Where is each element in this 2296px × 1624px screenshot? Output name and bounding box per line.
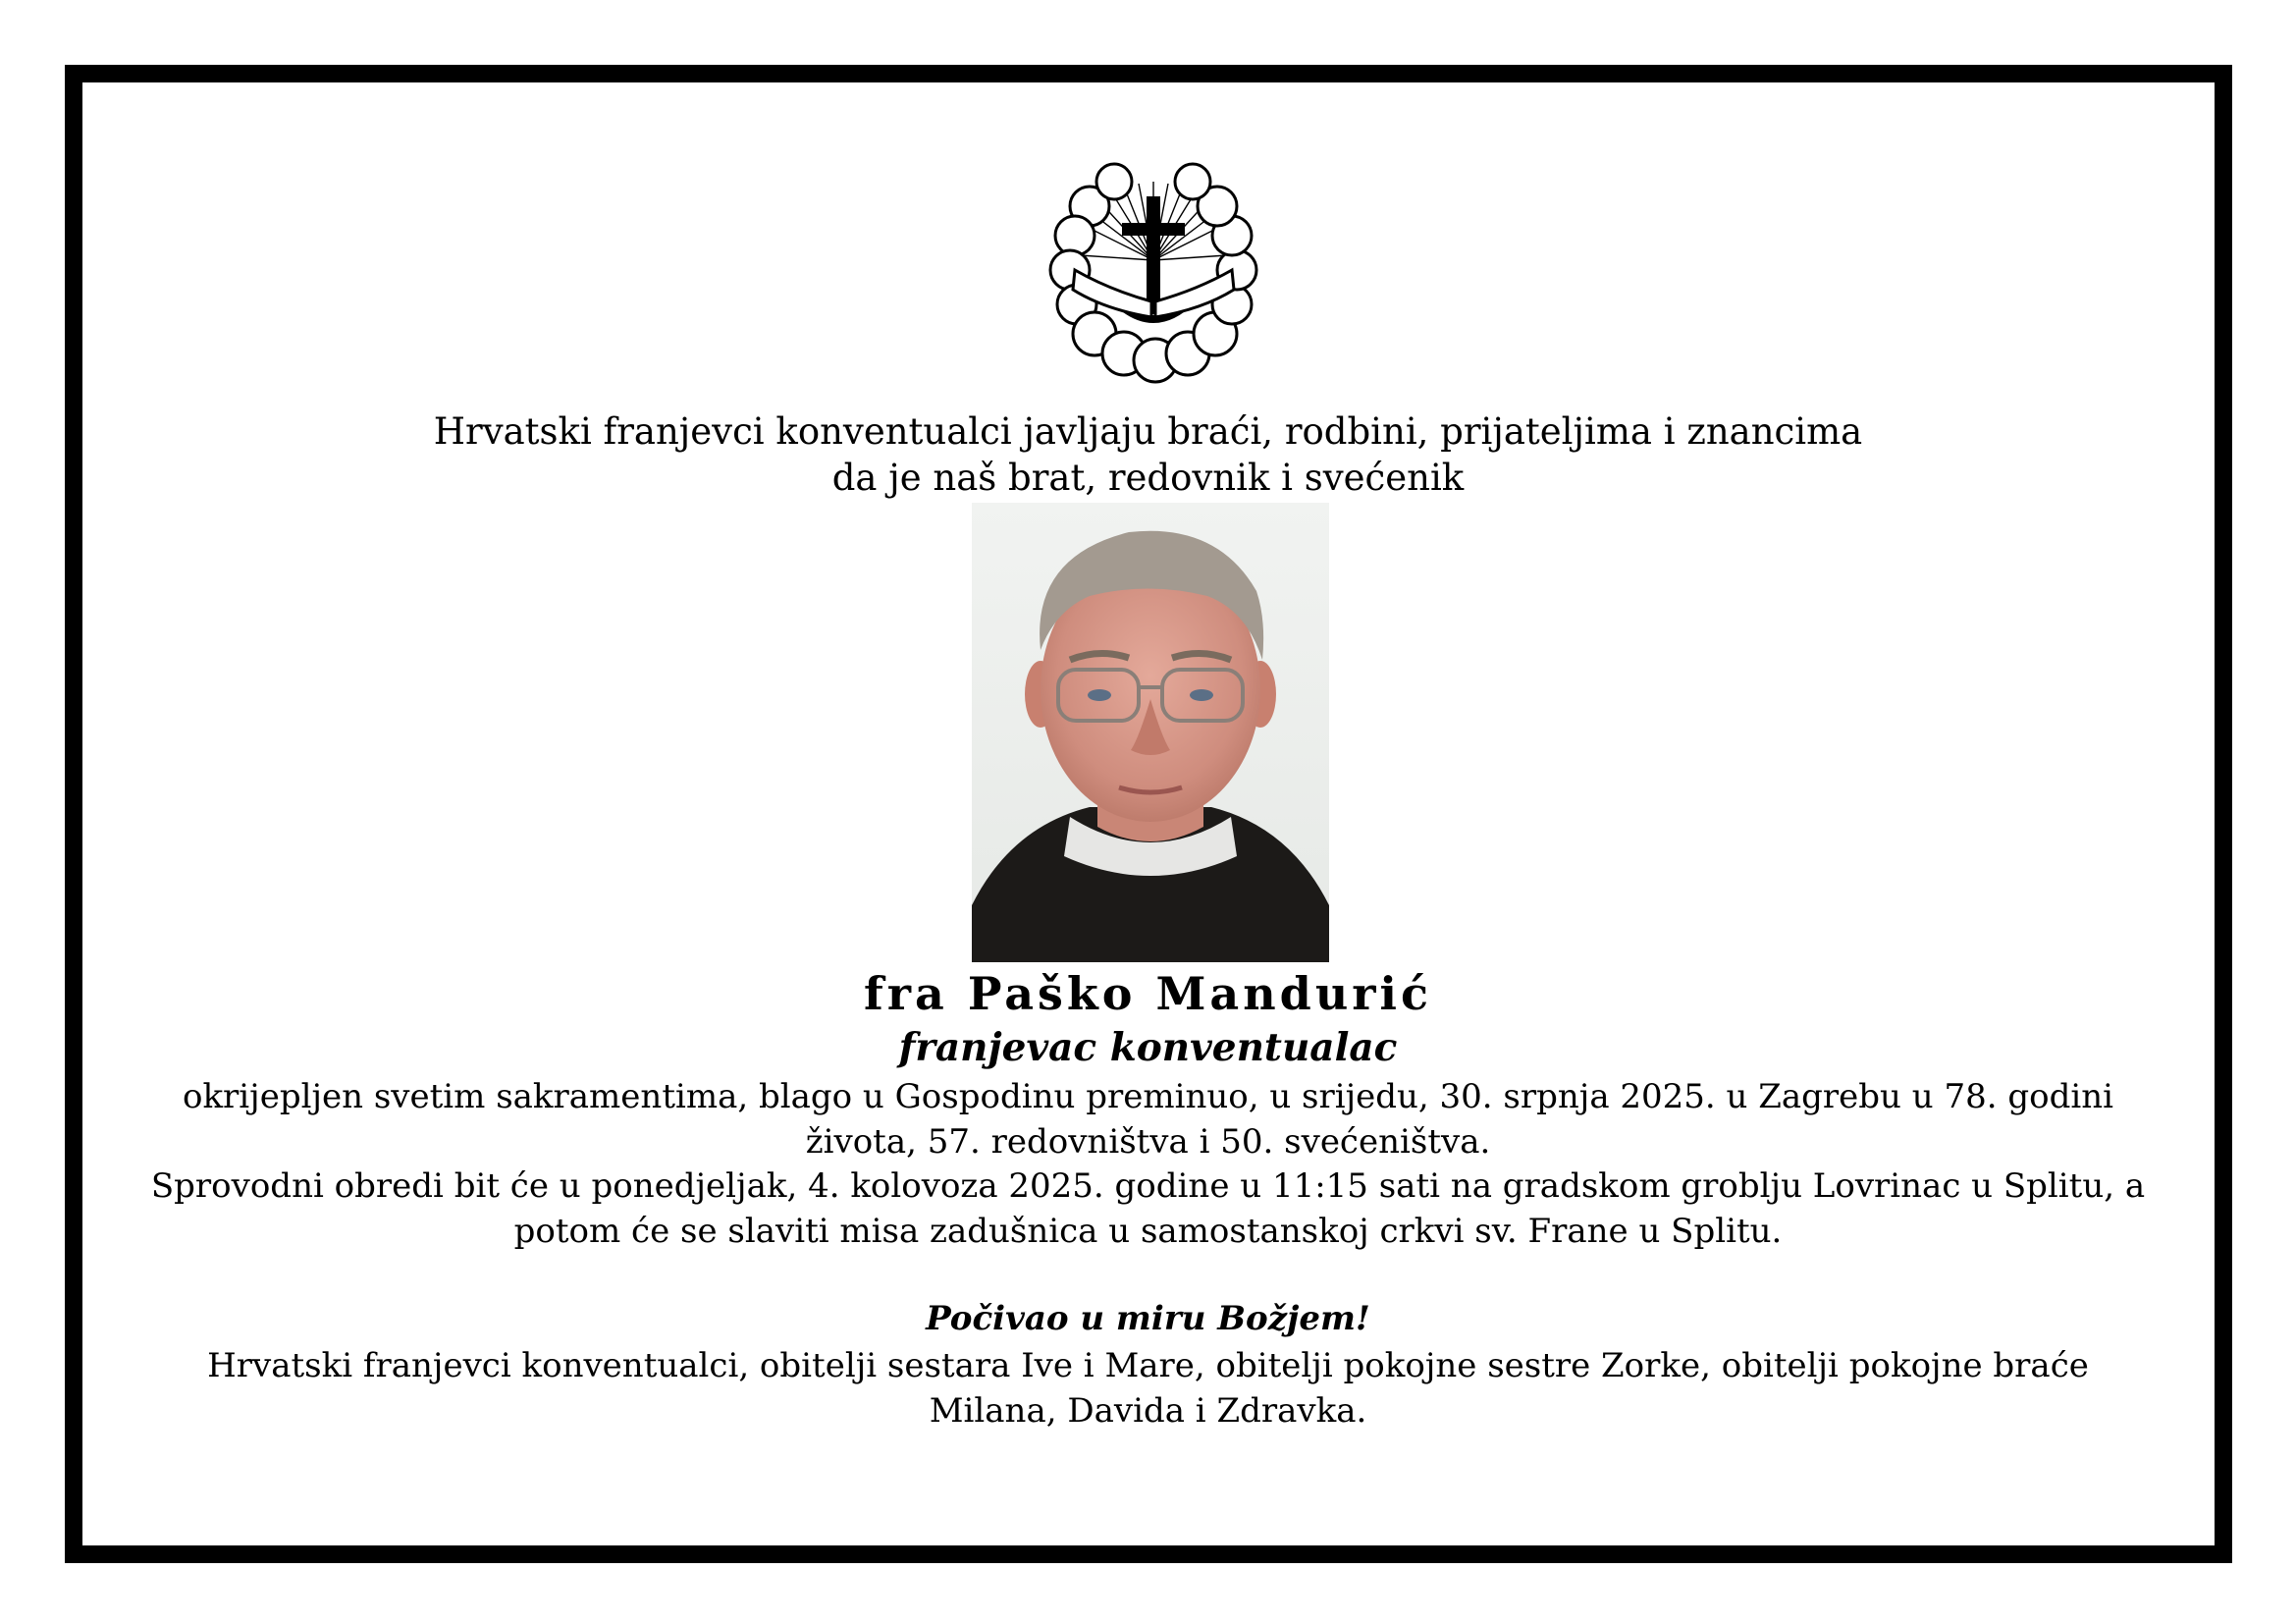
rest-in-peace: Počivao u miru Božjem! — [926, 1299, 1370, 1338]
mourners-line-2: Milana, Davida i Zdravka. — [929, 1391, 1367, 1431]
cross-anchor-clouds-emblem — [1036, 152, 1271, 388]
funeral-line-2: potom će se slaviti misa zadušnica u samostanskoj crkvi sv. Frane u Splitu. — [513, 1212, 1783, 1251]
death-line-2: života, 57. redovništva i 50. svećeništva. — [805, 1122, 1491, 1162]
portrait-photo — [972, 503, 1329, 962]
deceased-name: fra Paško Mandurić — [864, 967, 1432, 1020]
death-line-1: okrijepljen svetim sakramentima, blago u Gospodinu preminuo, u srijedu, 30. srpnja 2025. u Zagrebu u 78. godini — [182, 1077, 2113, 1116]
funeral-line-1: Sprovodni obredi bit će u ponedjeljak, 4. kolovoza 2025. godine u 11:15 sati na gradskom groblju Lovrinac u Splitu, a — [150, 1166, 2146, 1206]
intro-line-1: Hrvatski franjevci konventualci javljaju braći, rodbini, prijateljima i znancima — [433, 410, 1863, 453]
deceased-role: franjevac konventualac — [898, 1025, 1398, 1070]
intro-line-2: da je naš brat, redovnik i svećenik — [831, 457, 1465, 499]
mourners-line-1: Hrvatski franjevci konventualci, obitelji sestara Ive i Mare, obitelji pokojne sestre Zorke, obitelji pokojne braće — [207, 1346, 2089, 1385]
